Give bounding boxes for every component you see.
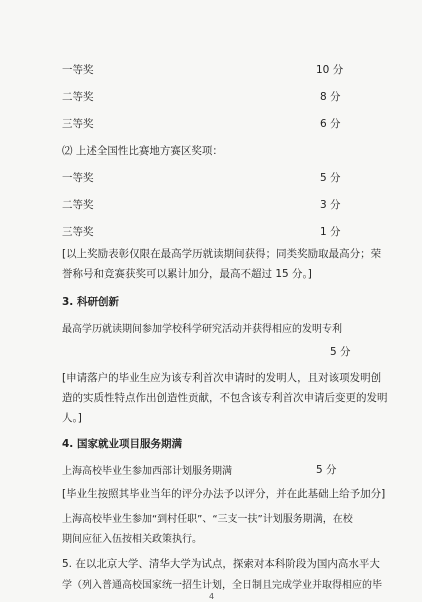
- note-line: 人。]: [62, 412, 82, 424]
- section-4-paragraph: 上海高校毕业生参加“到村任职”、“三支一扶”计划服务期满，在校: [62, 514, 353, 525]
- section-5-paragraph: 学（列入普通高校国家统一招生计划，全日制且完成学业并取得相应的毕: [62, 580, 382, 591]
- page-number: 4: [209, 592, 215, 601]
- award-label: 二等奖: [62, 199, 94, 211]
- award-points: 5 分: [320, 172, 341, 184]
- note-line: [申请落户的毕业生应为该专利首次申请时的发明人，且对该项发明创: [62, 372, 382, 384]
- award-label: 三等奖: [62, 118, 94, 130]
- note-line: 誉称号和竞赛获奖可以累计加分，最高不超过 15 分。]: [62, 268, 312, 280]
- section-3-paragraph: 最高学历就读期间参加学校科学研究活动并获得相应的发明专利: [62, 324, 342, 335]
- award-label: 二等奖: [62, 91, 94, 103]
- section-5-paragraph: 5. 在以北京大学、清华大学为试点，探索对本科阶段为国内高水平大: [62, 558, 380, 570]
- award-points: 10 分: [316, 64, 344, 76]
- award-points: 3 分: [320, 199, 341, 211]
- award-points: 6 分: [320, 118, 341, 130]
- section-4-heading: 4. 国家就业项目服务期满: [62, 438, 182, 450]
- section-4-points: 5 分: [316, 464, 337, 476]
- note-line: [以上奖励表彰仅限在最高学历就读期间获得；同类奖励取最高分；荣: [62, 248, 382, 260]
- section-3-heading: 3. 科研创新: [62, 296, 119, 308]
- award-points: 1 分: [320, 226, 341, 238]
- section-4-paragraph: 上海高校毕业生参加西部计划服务期满: [62, 466, 232, 477]
- section-3-points: 5 分: [330, 346, 351, 358]
- award-points: 8 分: [320, 91, 341, 103]
- award-label: 三等奖: [62, 226, 94, 238]
- section-4-paragraph: 期间应征入伍按相关政策执行。: [62, 534, 202, 545]
- note-line: [毕业生按照其毕业当年的评分办法予以评分，并在此基础上给予加分]: [62, 488, 386, 500]
- section-2-title: ⑵ 上述全国性比赛地方赛区奖项：: [62, 145, 223, 157]
- award-label: 一等奖: [62, 172, 94, 184]
- award-label: 一等奖: [62, 64, 94, 76]
- note-line: 造的实质性特点作出创造性贡献，不包含该专利首次申请后变更的发明: [62, 392, 388, 404]
